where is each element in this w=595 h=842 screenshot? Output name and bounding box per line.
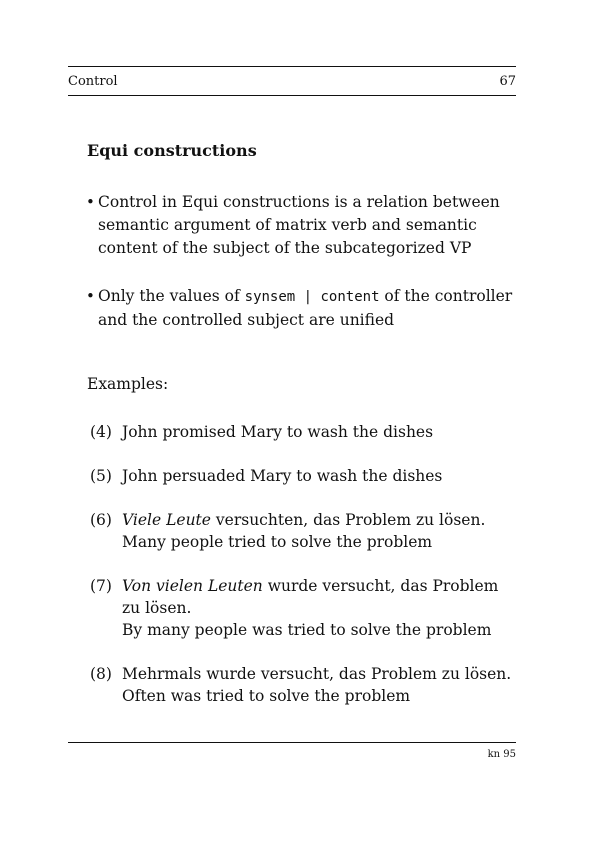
example-lines	[122, 421, 520, 443]
bullet-item	[86, 191, 518, 260]
example-item	[90, 465, 520, 487]
page-footer	[68, 742, 516, 760]
example-number: (4)	[90, 423, 112, 441]
bullet-dot-icon: •	[86, 287, 95, 305]
slide-title: Equi constructions	[87, 141, 257, 160]
example-sentence: John promised Mary to wash the dishes	[122, 423, 434, 441]
example-sentence-rest: wurde versucht, das Problem	[262, 577, 499, 595]
example-sentence	[122, 575, 520, 597]
example-sentence: Mehrmals wurde versucht, das Problem zu lösen.	[122, 665, 512, 683]
bullet-item	[86, 285, 518, 332]
example-lines	[122, 465, 520, 487]
example-sentence: John persuaded Mary to wash the dishes	[122, 467, 443, 485]
bullet-text-after: of the controller and the controlled subject are unified	[98, 287, 513, 329]
example-lines	[122, 509, 520, 553]
example-number: (6)	[90, 511, 112, 529]
example-item	[90, 421, 520, 443]
feature-path-code: synsem | content	[244, 289, 380, 305]
example-italic-phrase: Viele Leute	[122, 511, 211, 529]
example-number: (8)	[90, 665, 112, 683]
examples-list	[90, 421, 520, 729]
example-gloss: By many people was tried to solve the problem	[122, 621, 492, 639]
bullet-text: Control in Equi constructions is a relation between semantic argument of matrix verb and semantic content of the subject of the subcategorized VP	[98, 193, 500, 257]
example-sentence-rest: versuchten, das Problem zu lösen.	[210, 511, 486, 529]
page-header	[68, 66, 516, 96]
example-sentence	[122, 509, 520, 531]
header-rule-bottom	[68, 95, 516, 96]
example-number: (5)	[90, 467, 112, 485]
header-page-number: 67	[499, 74, 516, 89]
example-item	[90, 575, 520, 641]
bullet-text	[98, 285, 518, 332]
example-italic-phrase: Von vielen Leuten	[122, 577, 263, 595]
example-item	[90, 663, 520, 707]
footer-text: kn 95	[487, 749, 516, 760]
examples-label: Examples:	[87, 375, 169, 393]
header-section: Control	[68, 74, 118, 89]
example-number: (7)	[90, 577, 112, 595]
example-gloss: Often was tried to solve the problem	[122, 687, 411, 705]
bullet-text-before: Only the values of	[98, 287, 245, 305]
bullet-list	[86, 191, 518, 357]
example-sentence-continuation: zu lösen.	[122, 599, 192, 617]
example-lines	[122, 663, 520, 707]
example-gloss: Many people tried to solve the problem	[122, 533, 433, 551]
bullet-dot-icon: •	[86, 193, 95, 211]
example-lines	[122, 575, 520, 641]
example-item	[90, 509, 520, 553]
header-row	[68, 67, 516, 89]
